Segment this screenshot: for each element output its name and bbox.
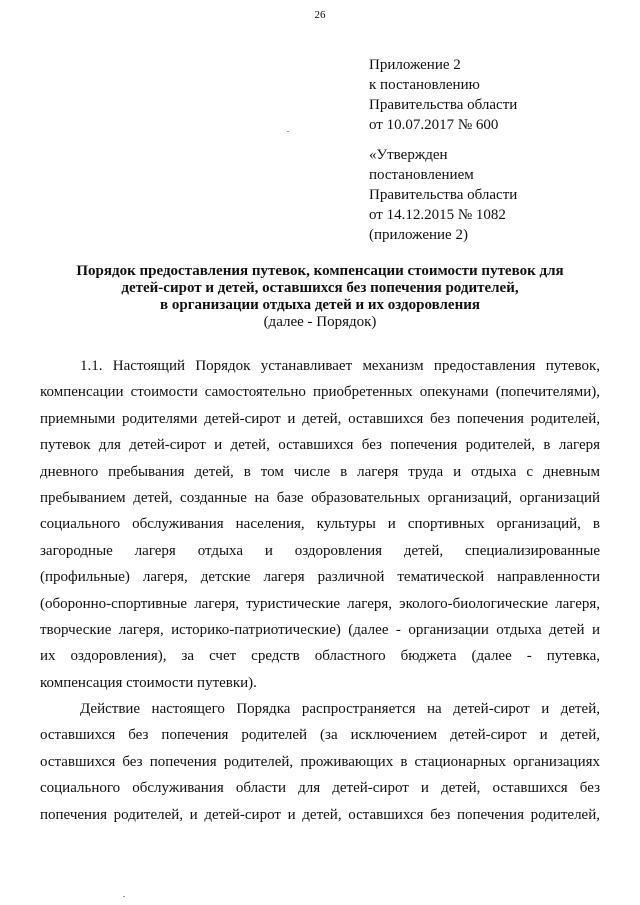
appendix-header [369,55,517,135]
title-line: детей-сирот и детей, оставшихся без попечения родителей, [121,280,519,296]
appendix-line: Приложение 2 [369,57,461,73]
approved-line: постановлением [369,167,474,183]
title-line: в организации отдыха детей и их оздоровления [160,297,480,313]
body-line: творческие лагеря, историко-патриотические) (далее - организации отдыха детей и [40,621,600,638]
appendix-line: Правительства области [369,97,518,113]
body-line: компенсации стоимости самостоятельно приобретенных опекунами (попечителями), [40,384,600,401]
body-line: оставшихся без попечения родителей (за исключением детей-сирот и детей, [40,727,600,744]
body-line: социального обслуживания области для детей-сирот и детей, оставшихся без [40,780,600,797]
body-line: компенсация стоимости путевки). [40,674,257,691]
approved-header [369,145,517,245]
body-line: попечения родителей, и детей-сирот и детей, оставшихся без попечения родителей, [40,806,600,823]
document-title [40,263,600,331]
appendix-line: от 10.07.2017 № 600 [369,117,499,133]
body-line: путевок для детей-сирот и детей, оставшихся без попечения родителей, в лагеря [40,437,600,454]
body-line: (оборонно-спортивные лагеря, туристические лагеря, эколого-биологические лагеря, [40,595,600,612]
approved-line: Правительства области [369,187,518,203]
scan-speck [123,896,125,897]
approved-line: (приложение 2) [369,227,468,243]
body-line: их оздоровления), за счет средств областного бюджета (далее - путевка, [40,648,600,665]
title-subtitle: (далее - Порядок) [263,314,377,330]
body-line: (профильные) лагеря, детские лагеря различной тематической направленности [40,569,600,586]
appendix-line: к постановлению [369,77,480,93]
body-line: дневного пребывания детей, в том числе в лагеря труда и отдыха с дневным [40,463,600,480]
body-line: оставшихся без попечения родителей, проживающих в стационарных организациях [40,753,600,770]
body-line: пребыванием детей, созданные на базе образовательных организаций, организаций [40,489,600,506]
body-line: Действие настоящего Порядка распространяется на детей-сирот и детей, [80,701,600,718]
body-line: приемными родителями детей-сирот и детей, оставшихся без попечения родителей, [40,410,600,427]
approved-line: от 14.12.2015 № 1082 [369,207,506,223]
body-line: социального обслуживания населения, культуры и спортивных организаций, в [40,516,600,533]
body-text [40,353,600,828]
body-line: 1.1. Настоящий Порядок устанавливает механизм предоставления путевок, [80,358,600,374]
page-number: 26 [314,9,326,21]
body-line: загородные лагеря отдыха и оздоровления детей, специализированные [40,542,600,559]
title-line: Порядок предоставления путевок, компенсации стоимости путевок для [76,263,564,279]
approved-line: «Утвержден [369,147,448,163]
scan-speck [287,131,289,132]
